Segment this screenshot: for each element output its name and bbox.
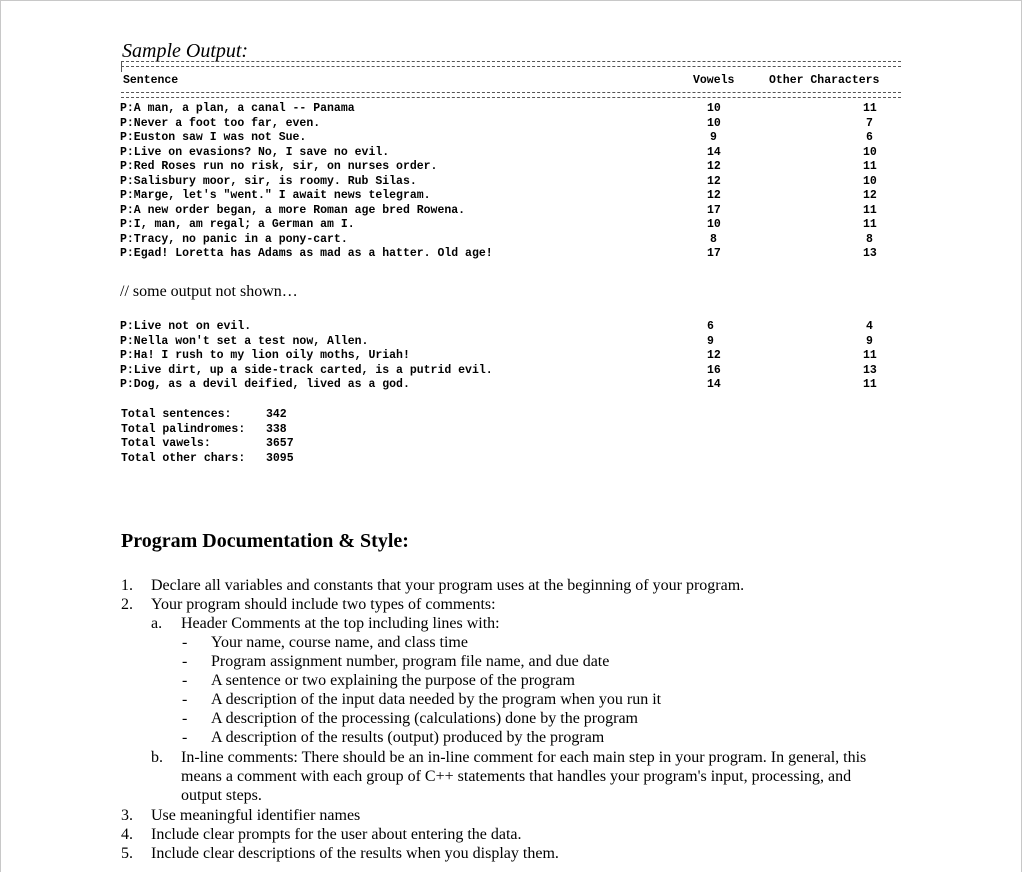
row-vowels: 9	[707, 334, 714, 348]
list-item-continued: output steps.	[181, 787, 262, 804]
list-marker: -	[182, 691, 188, 708]
row-sentence: P:Live dirt, up a side-track carted, is a putrid evil.	[120, 363, 493, 377]
row-other: 11	[863, 349, 877, 362]
list-marker: 4.	[121, 826, 133, 843]
row-sentence: P:Live not on evil.	[120, 320, 252, 333]
row-sentence: P:Egad! Loretta has Adams as mad as a hatter. Old age!	[120, 247, 493, 260]
row-vowels: 10	[707, 218, 721, 231]
header-rule-tick	[121, 62, 122, 72]
row-vowels: 17	[707, 247, 721, 260]
row-other: 11	[863, 378, 877, 391]
list-item: Include clear prompts for the user about entering the data.	[151, 826, 522, 843]
sample-output-title: Sample Output:	[122, 40, 249, 62]
row-sentence: P:Marge, let's "went." I await news telegram.	[120, 189, 431, 202]
total-value: 3657	[266, 437, 294, 450]
row-vowels: 10	[707, 116, 721, 130]
list-item: A description of the input data needed by the program when you run it	[211, 691, 662, 708]
list-marker: -	[182, 710, 188, 727]
list-item: Include clear descriptions of the results when you display them.	[151, 845, 559, 862]
row-other: 10	[863, 145, 877, 159]
row-sentence: P:Red Roses run no risk, sir, on nurses order.	[120, 160, 438, 173]
row-sentence: P:A man, a plan, a canal -- Panama	[120, 102, 355, 115]
row-sentence: P:Nella won't set a test now, Allen.	[120, 334, 369, 348]
row-other: 6	[866, 131, 873, 144]
documentation-heading: Program Documentation & Style:	[121, 530, 409, 552]
list-marker: -	[182, 729, 188, 746]
row-other: 11	[863, 102, 877, 115]
list-marker: -	[182, 653, 188, 670]
row-vowels: 9	[710, 131, 717, 144]
list-marker: -	[182, 634, 188, 651]
row-other: 8	[866, 232, 873, 246]
total-label: Total sentences:	[121, 408, 232, 421]
row-sentence: P:Euston saw I was not Sue.	[120, 131, 307, 144]
row-other: 7	[866, 116, 873, 130]
total-label: Total other chars:	[121, 451, 246, 465]
list-item-continued: means a comment with each group of C++ statements that handles your program's input, processing, and	[181, 768, 852, 785]
row-vowels: 10	[707, 102, 721, 115]
col-header-vowels: Vowels	[693, 74, 735, 87]
total-value: 3095	[266, 451, 294, 465]
list-marker: 2.	[121, 596, 133, 613]
row-other: 11	[863, 203, 877, 217]
row-sentence: P:Dog, as a devil deified, lived as a god.	[120, 378, 410, 391]
row-other: 9	[866, 334, 873, 348]
col-header-other: Other Characters	[769, 74, 880, 87]
list-item: A sentence or two explaining the purpose of the program	[211, 672, 575, 689]
row-sentence: P:A new order began, a more Roman age bred Rowena.	[120, 203, 466, 217]
row-vowels: 17	[707, 203, 721, 217]
list-marker: 1.	[121, 577, 133, 594]
row-vowels: 14	[707, 378, 721, 391]
row-vowels: 12	[707, 189, 721, 202]
list-item: A description of the processing (calculations) done by the program	[211, 710, 638, 727]
total-label: Total vawels:	[121, 437, 211, 450]
row-sentence: P:Ha! I rush to my lion oily moths, Uriah!	[120, 349, 410, 362]
total-label: Total palindromes:	[121, 422, 246, 436]
row-sentence: P:Live on evasions? No, I save no evil.	[120, 145, 390, 159]
list-marker: b.	[151, 749, 163, 766]
list-item: Declare all variables and constants that your program uses at the beginning of your program.	[151, 577, 745, 594]
row-other: 13	[863, 247, 877, 260]
list-marker: -	[182, 672, 188, 689]
row-other: 13	[863, 363, 877, 377]
row-vowels: 12	[707, 174, 721, 188]
list-item: Your name, course name, and class time	[211, 634, 468, 651]
header-rule-bottom	[121, 92, 901, 98]
omitted-output-note: // some output not shown…	[120, 283, 298, 300]
row-sentence: P:Tracy, no panic in a pony-cart.	[120, 232, 348, 246]
row-vowels: 16	[707, 363, 721, 377]
list-item: Program assignment number, program file name, and due date	[211, 653, 610, 670]
row-vowels: 8	[710, 232, 717, 246]
list-item: Your program should include two types of comments:	[151, 596, 496, 613]
list-marker: 5.	[121, 845, 133, 862]
list-marker: 3.	[121, 807, 133, 824]
row-sentence: P:I, man, am regal; a German am I.	[120, 218, 355, 231]
total-value: 338	[266, 422, 287, 436]
row-vowels: 14	[707, 145, 721, 159]
row-vowels: 12	[707, 349, 721, 362]
row-sentence: P:Salisbury moor, sir, is roomy. Rub Silas.	[120, 174, 417, 188]
list-item: Use meaningful identifier names	[151, 807, 361, 824]
header-rule-top	[121, 61, 901, 67]
list-item: In-line comments: There should be an in-line comment for each main step in your program. In general, this	[181, 749, 867, 766]
row-other: 10	[863, 174, 877, 188]
row-vowels: 12	[707, 160, 721, 173]
col-header-sentence: Sentence	[123, 74, 179, 87]
row-other: 11	[863, 218, 877, 231]
list-item: A description of the results (output) produced by the program	[211, 729, 605, 746]
total-value: 342	[266, 408, 287, 421]
list-marker: a.	[151, 615, 163, 632]
list-item: Header Comments at the top including lines with:	[181, 615, 500, 632]
row-other: 4	[866, 320, 873, 333]
row-other: 11	[863, 160, 877, 173]
row-other: 12	[863, 189, 877, 202]
row-vowels: 6	[707, 320, 714, 333]
row-sentence: P:Never a foot too far, even.	[120, 116, 321, 130]
